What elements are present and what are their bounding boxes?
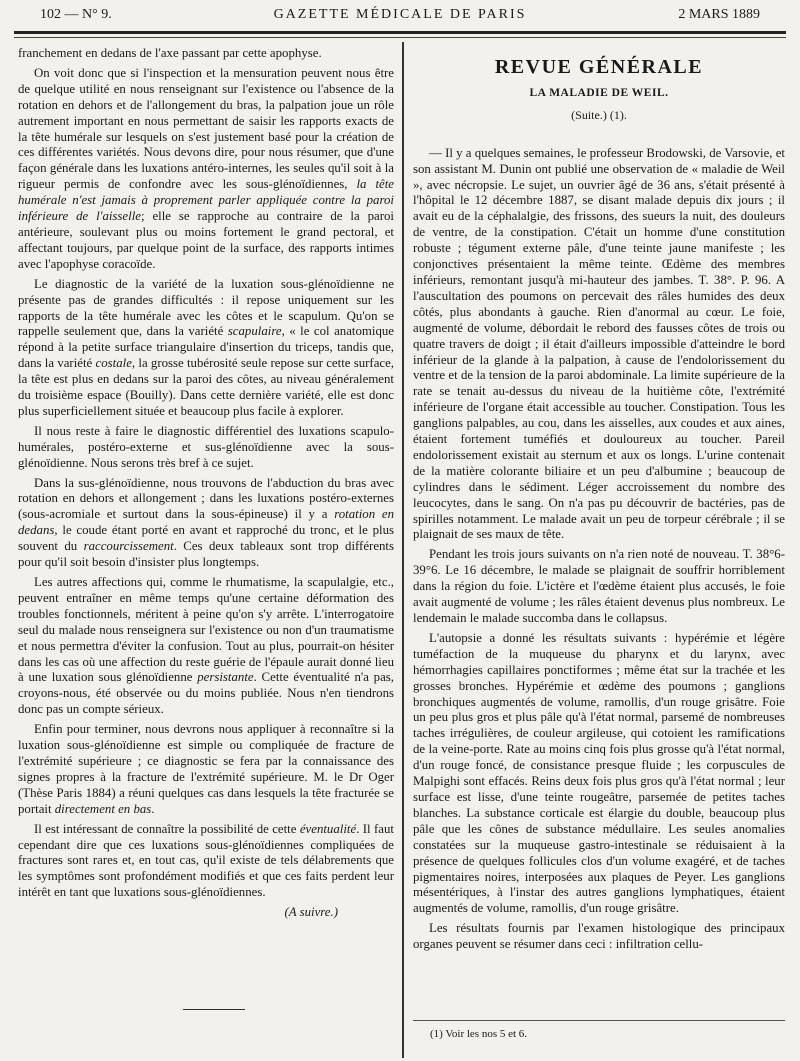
footnote: (1) Voir les nos 5 et 6. — [430, 1028, 528, 1040]
running-head — [14, 2, 786, 28]
journal-title: GAZETTE MÉDICALE DE PARIS — [273, 7, 527, 22]
article-title: LA MALADIE DE WEIL. — [529, 86, 669, 99]
left-column — [18, 46, 394, 925]
paragraph: franchement en dedans de l'axe passant par cette apophyse. — [18, 46, 322, 60]
right-column — [413, 46, 785, 957]
paragraph: — Il y a quelques semaines, le professeur Brodowski, de Varsovie, et son assistant M. Dunin ont publié une observation de « maladie de Weil », avec nécropsie. Le sujet, un ouvrier âgé de 36 ans, s'était présenté à l'hôpital le 12 décembre 1887, se disant malade depuis dix jours ; il avait eu de la céphalalgie, des frissons, des sueurs la nuit, des douleurs de ventre, de la constipation. C'était un homme d'une constitution robuste ; tégument externe pâle, d'une teinte jaune manifeste ; les conjonctives présentaient la même teinte. Œdème des membres inférieurs, remontant jusqu'à mi-hauteur des jambes. T. 38°. P. 96. A l'auscultation des poumons on percevait des râles humides des deux côtés, plus abondants à gauche. Rien d'anormal au cœur. Le foie, augmenté de volume, débordait le rebord des fausses côtes de trois ou quatre travers de doigt ; il était d'ailleurs impossible d'atteindre le bord inférieur de la glande à la palpation, à cause de l'endolorissement du ventre et de la tension de la paroi abdominale. La limite supérieure de la rate se tenait au-dessus du niveau de la huitième côte, l'extrémité inférieure de l'organe était accessible au toucher. Constipation. Tous les ganglions palpables, au cou, dans les aisselles, aux coudes et aux aines, étaient fortement tuméfiés et douloureux au toucher. Pareil endolorissement existait au sternum et aux os longs. L'urine contenait de la matière colorante biliaire et un peu d'albumine ; beaucoup de cylindres dans le sédiment. Léger accroissement du nombre des leucocytes, dans le sang. On n'a pas pu découvrir de bactéries, pas de spirilles notamment. Le malade avait un peu de torpeur cérébrale ; il se plaignait de ses maux de tête. — [413, 145, 785, 542]
article-subtitle: (Suite.) (1). — [571, 107, 627, 122]
paragraph: Les résultats fournis par l'examen histologique des principaux organes peuvent se résumer dans ceci : infiltration cellu- — [413, 921, 785, 952]
column-divider — [402, 42, 404, 1058]
paragraph: Dans la sus-glénoïdienne, nous trouvons de l'abduction du bras avec rotation en dehors et allongement ; dans les luxations postéro-externes (sous-acromiale et surtout dans la sous-épineuse) il y a rotation en dedans, le coude étant porté en avant et rapproché du tronc, et le plus souvent du raccourcissement. Ces deux tableaux sont trop différents pour qu'il soit besoin d'insister plus longtemps. — [18, 475, 395, 570]
paragraph: Pendant les trois jours suivants on n'a rien noté de nouveau. T. 38°6-39°6. Le 16 décembre, le malade se plaignait de souffrir horriblement dans la région du foie. L'ictère et l'œdème étaient plus accusés, le foie avait augmenté de volume ; les râles étaient devenus plus nombreux. Le lendemain le malade succomba dans le collapsus. — [413, 547, 785, 625]
paragraph: Il nous reste à faire le diagnostic différentiel des luxations scapulo-humérales, postéro-externe et sus-glénoïdienne avec la sous-glénoïdienne. Nous serons très bref à ce sujet. — [18, 423, 394, 470]
paragraph: Le diagnostic de la variété de la luxation sous-glénoïdienne ne présente pas de grandes difficultés : il repose uniquement sur les rapports de la tête humérale avec les côtes et le scapulum. Qu'on se rappelle seulement que, dans la variété scapulaire, « le col anatomique répond à la petite surface triangulaire d'insertion du triceps, tandis que, dans la variété costale, la grosse tubérosité seule repose sur cette surface, la tête est plus en dedans sur la paroi des côtes, au niveau généralement du troisième espace (Bouilly). Dans cette dernière variété, elle est donc plus superficiellement située et beaucoup plus facile à explorer. — [18, 276, 395, 418]
page-number: 102 — N° 9. — [40, 7, 112, 22]
header-rule — [14, 31, 786, 34]
paragraph: Les autres affections qui, comme le rhumatisme, la scapulalgie, etc., peuvent entraîner en même temps qu'une certaine déformation des troubles fonctionnels, méritent à peine qu'on s'y arrête. L'interrogatoire seul du malade nous renseignera sur l'existence ou non d'un traumatisme et nous permettra d'éviter la confusion. Tout au plus, pourrait-on hésiter dans les cas où une affection du reste guérie de l'épaule aurait donné lieu à une luxation sous glénoïdienne persistante. Cette éventualité n'a pas, croyons-nous, été observée ou du moins publiée. Nous n'en tiendrons donc pas un compte sérieux. — [18, 575, 394, 717]
paragraph: L'autopsie a donné les résultats suivants : hypérémie et légère tuméfaction de la muqueuse du pharynx et du larynx, avec hémorrhagies capillaires ponctiformes ; même état sur la trachée et les grosses bronches. Hypérémie et œdème des poumons ; ganglions bronchiques augmentés de volume, ramollis, d'un rouge grisâtre. Foie un peu plus gros et plus pâle qu'à l'état normal, parsemé de nombreuses taches irrégulières, de couleur argileuse, qui cotoient les ramifications de la veine-porte. Rate au moins cinq fois plus grosse qu'à l'état normal, d'un rouge foncé, de consistance presque fluide ; les corpuscules de Malpighi sont effacés. Reins deux fois plus gros qu'à l'état normal ; leur surface est lisse, d'une teinte rougeâtre, parsemée de petites taches blanches. La substance corticale est élargie du double, beaucoup plus pâle que les cônes de substance médullaire. Les seules anomalies constatées sur la muqueuse gastro-intestinale se réduisaient à la présence de quelques follicules clos d'un volume exagéré, et de taches pigmentaires noires, interposées aux plaques de Peyer. Les ganglions mésentériques, à l'instar des autres ganglions lymphatiques, étaient augmentés de volume, ramollis, d'un rouge grisâtre. — [413, 630, 785, 916]
header-rule-thin — [14, 37, 786, 38]
paragraph: On voit donc que si l'inspection et la mensuration peuvent nous être de quelque utilité en nous renseignant sur l'existence ou l'absence de la rotation en dehors et de l'allongement du bras, la palpation joue un rôle autrement important en nous permettant de saisir les rapports exacts de la tête humérale sur lesquels on s'est justement basé pour la création de ces différentes variétés. Nous devons dire, pour nous résumer, que d'une façon générale dans les luxations antéro-internes, les seules qu'il soit à la rigueur permis de confondre avec les sous-glénoïdiennes, la tête humérale n'est jamais à proprement parler appliquée contre la paroi inférieure de l'aisselle; elle se rapproche au contraire de la paroi antérieure, soulevant plus ou moins fortement le grand pectoral, et affectant toujours, par quelque point de la surface, des rapports intimes avec l'apophyse coracoïde. — [18, 65, 394, 271]
section-title: REVUE GÉNÉRALE — [494, 56, 704, 78]
footnote-rule — [413, 1020, 785, 1021]
end-rule — [183, 1009, 245, 1010]
paragraph: Enfin pour terminer, nous devrons nous appliquer à reconnaître si la luxation sous-glénoïdienne est simple ou compliquée de fracture de l'extrémité supérieure ; ce diagnostic se fera par la connaissance des signes propres à la fracture de l'extrémité supérieure. M. le Dr Oger (Thèse Paris 1884) a réuni quelques cas dans lesquels la tête fracturée se portait directement en bas. — [18, 722, 394, 816]
issue-date: 2 MARS 1889 — [678, 7, 760, 22]
paragraph: Il est intéressant de connaître la possibilité de cette éventualité. Il faut cependant dire que ces luxations sous-glénoïdiennes compliquées de fractures sont rares et, en tout cas, qu'il existe de tels délabrements que les symptômes sont profondément modifiés et que ces faits perdent leur intérêt en tant que luxations sous-glénoïdiennes. — [18, 821, 394, 900]
to-be-continued: (A suivre.) — [284, 905, 338, 920]
